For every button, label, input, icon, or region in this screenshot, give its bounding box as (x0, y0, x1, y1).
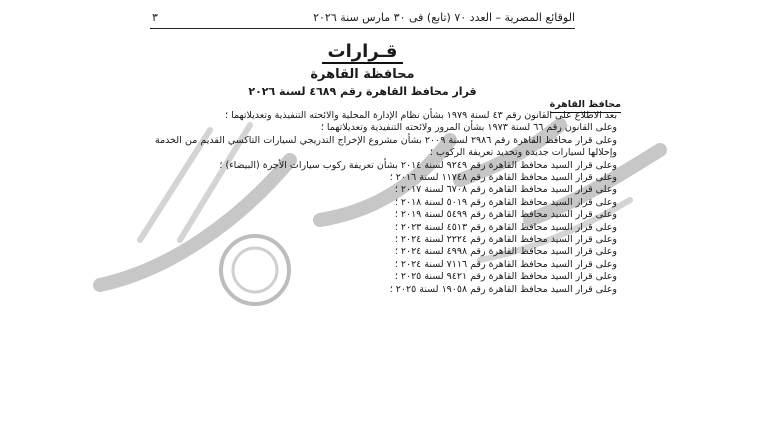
preamble-clause: وعلى قرار السيد محافظ القاهرة رقم ٤٩٩٨ لسنة ٢٠٢٤ ؛ (394, 246, 617, 258)
preamble-clause: وعلى قرار السيد محافظ القاهرة رقم ١١٧٤٨ لسنة ٢٠١٦ ؛ (389, 172, 617, 184)
preamble-clause: وعلى قرار السيد محافظ القاهرة رقم ٢٢٢٤ لسنة ٢٠٢٤ ؛ (394, 234, 617, 246)
preamble-clause: وعلى قرار السيد محافظ القاهرة رقم ٧١١٦ لسنة ٢٠٢٤ ؛ (394, 258, 617, 270)
authority-heading: محافظة القاهرة (310, 67, 415, 82)
page-number: ٣ (152, 11, 158, 24)
preamble-clause: وعلى قرار السيد محافظ القاهرة رقم ٩٤٢١ لسنة ٢٠٢٥ ؛ (394, 271, 617, 283)
header-divider (150, 28, 575, 29)
preamble-clause: وعلى قرار السيد محافظ القاهرة رقم ٥٠١٩ لسنة ٢٠١٨ ؛ (394, 196, 617, 208)
preamble-clause: وعلى القانون رقم ٦٦ لسنة ١٩٧٣ بشأن المرور ولائحته التنفيذية وتعديلاتهما ؛ (320, 122, 617, 134)
preamble-clause: وعلى قرار السيد محافظ القاهرة رقم ١٩٠٥٨ لسنة ٢٠٢٥ ؛ (389, 283, 617, 295)
preamble-clause: وعلى قرار السيد محافظ القاهرة رقم ٩٢٤٩ لسنة ٢٠١٤ بشأن تعريفة ركوب سيارات الأجرة (البيضاء) ؛ (219, 159, 617, 171)
preamble-clause: وعلى قرار محافظ القاهرة رقم ٢٩٨٦ لسنة ٢٠٠٩ بشأن مشروع الإخراج التدريجي لسيارات التاكسي القديم من الخدمة وإحلالها لسيارات جديدة وتحديد تعريفة الركوب ؛ (155, 134, 617, 159)
section-title: قـرارات (150, 40, 575, 64)
preamble-clause: وعلى قرار السيد محافظ القاهرة رقم ٥٤٩٩ لسنة ٢٠١٩ ؛ (394, 209, 617, 221)
issuer-label: محافظ القاهرة (550, 98, 621, 113)
gazette-issue-line: الوقائع المصرية – العدد ٧٠ (تابع) فى ٣٠ مارس سنة ٢٠٢٦ (313, 11, 575, 24)
preamble-clause: وعلى قرار السيد محافظ القاهرة رقم ٦٧٠٨ لسنة ٢٠١٧ ؛ (394, 184, 617, 196)
preamble-clause: بعد الاطلاع على القانون رقم ٤٣ لسنة ١٩٧٩ بشأن نظام الإدارة المحلية والائحته التنفيذية وتعديلاتهما ؛ (225, 110, 617, 121)
running-header (150, 10, 575, 26)
preamble-clause: وعلى قرار السيد محافظ القاهرة رقم ٤٥١٣ لسنة ٢٠٢٣ ؛ (394, 221, 617, 233)
decree-title: قرار محافظ القاهرة رقم ٤٦٨٩ لسنة ٢٠٢٦ (248, 85, 477, 98)
decree-preamble (155, 110, 617, 296)
